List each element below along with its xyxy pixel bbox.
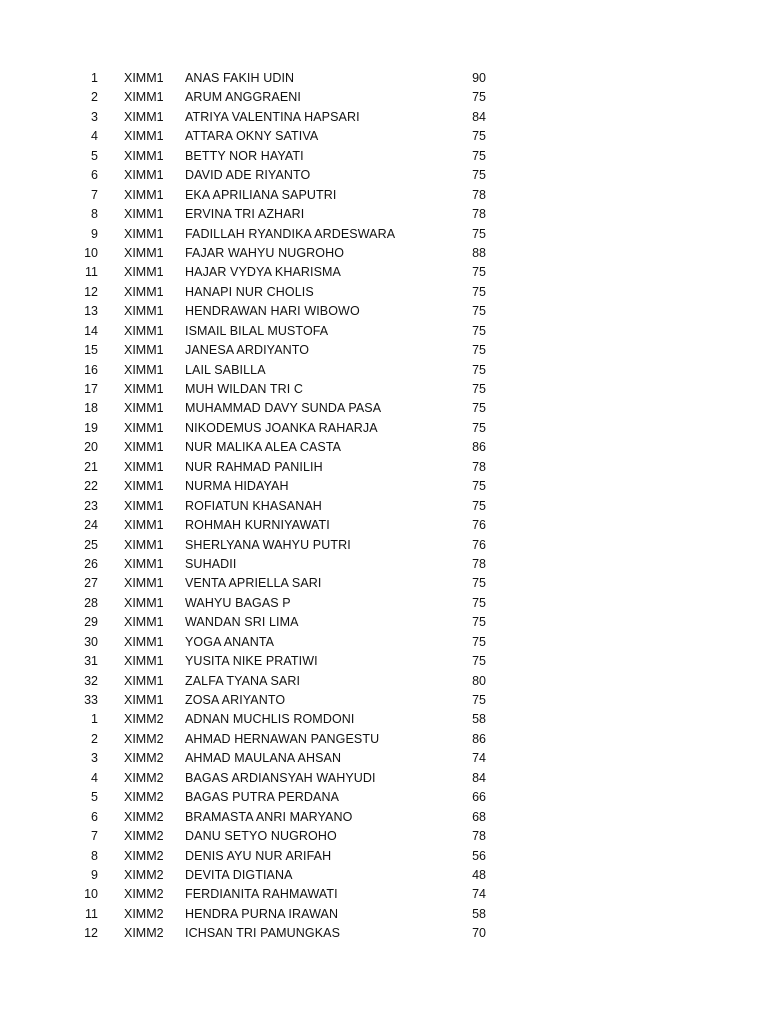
- class-code: XIMM2: [124, 731, 164, 746]
- row-number: 14: [84, 323, 98, 338]
- student-name: ISMAIL BILAL MUSTOFA: [185, 323, 329, 338]
- score-value: 78: [472, 187, 486, 202]
- table-row: [0, 710, 768, 729]
- class-code: XIMM1: [124, 382, 164, 396]
- row-number: 2: [91, 731, 98, 746]
- class-code: XIMM1: [124, 265, 164, 280]
- student-name: HENDRA PURNA IRAWAN: [185, 906, 339, 921]
- row-number: 22: [84, 479, 98, 494]
- student-name: WANDAN SRI LIMA: [185, 615, 299, 630]
- table-row: [0, 885, 768, 904]
- table-row: [0, 574, 768, 593]
- score-value: 75: [472, 382, 486, 396]
- table-row: [0, 127, 768, 146]
- row-number: 9: [91, 867, 98, 882]
- row-number: 10: [84, 245, 98, 260]
- class-code: XIMM1: [124, 479, 164, 494]
- student-score-table: [0, 69, 768, 944]
- table-row: [0, 555, 768, 574]
- score-value: 75: [472, 284, 486, 299]
- score-value: 48: [472, 867, 486, 882]
- row-number: 12: [84, 284, 98, 299]
- student-name: BAGAS PUTRA PERDANA: [185, 790, 340, 805]
- student-name: LAIL SABILLA: [185, 362, 266, 377]
- score-value: 75: [472, 693, 486, 707]
- table-row: [0, 166, 768, 185]
- table-row: [0, 730, 768, 749]
- score-value: 75: [472, 148, 486, 163]
- row-number: 30: [84, 634, 98, 649]
- class-code: XIMM1: [124, 693, 164, 707]
- class-code: XIMM1: [124, 148, 164, 163]
- class-code: XIMM1: [124, 168, 164, 183]
- row-number: 6: [91, 168, 98, 183]
- score-value: 66: [472, 790, 486, 805]
- class-code: XIMM1: [124, 654, 164, 669]
- table-row: [0, 788, 768, 807]
- row-number: 6: [91, 809, 98, 824]
- row-number: 1: [91, 712, 98, 727]
- student-name: ICHSAN TRI PAMUNGKAS: [185, 926, 341, 941]
- table-row: [0, 652, 768, 671]
- table-row: [0, 497, 768, 516]
- score-value: 68: [472, 809, 486, 824]
- class-code: XIMM1: [124, 401, 164, 416]
- table-row: [0, 263, 768, 282]
- score-value: 75: [472, 168, 486, 183]
- table-row: [0, 769, 768, 788]
- score-value: 70: [472, 926, 486, 941]
- student-name: ZALFA TYANA SARI: [185, 673, 301, 688]
- score-value: 76: [472, 537, 486, 552]
- student-name: DEVITA DIGTIANA: [185, 867, 293, 882]
- table-row: [0, 613, 768, 632]
- class-code: XIMM1: [124, 556, 164, 571]
- row-number: 9: [91, 226, 98, 241]
- row-number: 12: [84, 926, 98, 941]
- student-name: ARUM ANGGRAENI: [185, 90, 301, 105]
- student-name: ATRIYA VALENTINA HAPSARI: [185, 109, 360, 124]
- student-name: DAVID ADE RIYANTO: [185, 168, 311, 183]
- student-name: ROFIATUN KHASANAH: [185, 498, 322, 513]
- score-value: 86: [472, 440, 486, 455]
- class-code: XIMM1: [124, 71, 164, 85]
- row-number: 20: [84, 440, 98, 455]
- table-row: [0, 672, 768, 691]
- table-row: [0, 866, 768, 885]
- student-name: HAJAR VYDYA KHARISMA: [185, 265, 341, 280]
- score-value: 75: [472, 595, 486, 610]
- table-row: [0, 477, 768, 496]
- row-number: 16: [84, 362, 98, 377]
- score-value: 74: [472, 887, 486, 902]
- table-row: [0, 458, 768, 477]
- score-value: 75: [472, 343, 486, 358]
- score-value: 84: [472, 770, 486, 785]
- class-code: XIMM1: [124, 304, 164, 319]
- student-name: ERVINA TRI AZHARI: [185, 207, 305, 222]
- score-value: 75: [472, 362, 486, 377]
- row-number: 24: [84, 518, 98, 533]
- table-row: [0, 516, 768, 535]
- row-number: 33: [84, 693, 98, 707]
- row-number: 4: [91, 770, 98, 785]
- score-value: 75: [472, 401, 486, 416]
- class-code: XIMM1: [124, 109, 164, 124]
- score-value: 75: [472, 90, 486, 105]
- score-value: 75: [472, 323, 486, 338]
- table-row: [0, 341, 768, 360]
- class-code: XIMM1: [124, 595, 164, 610]
- class-code: XIMM1: [124, 576, 164, 591]
- student-name: MUHAMMAD DAVY SUNDA PASA: [185, 401, 382, 416]
- table-row: [0, 322, 768, 341]
- student-name: SHERLYANA WAHYU PUTRI: [185, 537, 351, 552]
- class-code: XIMM1: [124, 498, 164, 513]
- row-number: 10: [84, 887, 98, 902]
- student-name: ROHMAH KURNIYAWATI: [185, 518, 330, 533]
- class-code: XIMM1: [124, 187, 164, 202]
- student-name: MUH WILDAN TRI C: [185, 382, 304, 396]
- student-name: JANESA ARDIYANTO: [185, 343, 310, 358]
- student-name: NURMA HIDAYAH: [185, 479, 289, 494]
- row-number: 1: [91, 71, 98, 85]
- score-value: 56: [472, 848, 486, 863]
- score-value: 80: [472, 673, 486, 688]
- student-name: BRAMASTA ANRI MARYANO: [185, 809, 353, 824]
- table-row: [0, 808, 768, 827]
- student-name: ADNAN MUCHLIS ROMDONI: [185, 712, 355, 727]
- table-row: [0, 691, 768, 710]
- class-code: XIMM1: [124, 420, 164, 435]
- score-value: 58: [472, 906, 486, 921]
- score-value: 75: [472, 498, 486, 513]
- score-value: 76: [472, 518, 486, 533]
- student-name: DENIS AYU NUR ARIFAH: [185, 848, 332, 863]
- row-number: 15: [84, 343, 98, 358]
- table-row: [0, 536, 768, 555]
- class-code: XIMM1: [124, 207, 164, 222]
- row-number: 13: [84, 304, 98, 319]
- row-number: 23: [84, 498, 98, 513]
- class-code: XIMM1: [124, 440, 164, 455]
- class-code: XIMM1: [124, 673, 164, 688]
- student-name: YUSITA NIKE PRATIWI: [185, 654, 318, 669]
- score-value: 75: [472, 615, 486, 630]
- row-number: 26: [84, 556, 98, 571]
- row-number: 28: [84, 595, 98, 610]
- student-name: EKA APRILIANA SAPUTRI: [185, 187, 337, 202]
- table-row: [0, 361, 768, 380]
- score-value: 75: [472, 304, 486, 319]
- student-name: ZOSA ARIYANTO: [185, 693, 286, 707]
- class-code: XIMM2: [124, 712, 164, 727]
- score-value: 90: [472, 71, 486, 85]
- row-number: 31: [84, 654, 98, 669]
- class-code: XIMM1: [124, 634, 164, 649]
- class-code: XIMM1: [124, 284, 164, 299]
- table-row: [0, 380, 768, 399]
- score-value: 75: [472, 265, 486, 280]
- class-code: XIMM2: [124, 848, 164, 863]
- table-row: [0, 186, 768, 205]
- row-number: 17: [84, 382, 98, 396]
- score-value: 75: [472, 420, 486, 435]
- class-code: XIMM2: [124, 809, 164, 824]
- score-value: 74: [472, 751, 486, 766]
- class-code: XIMM1: [124, 226, 164, 241]
- student-name: FADILLAH RYANDIKA ARDESWARA: [185, 226, 396, 241]
- class-code: XIMM1: [124, 129, 164, 144]
- score-value: 84: [472, 109, 486, 124]
- row-number: 8: [91, 207, 98, 222]
- row-number: 2: [91, 90, 98, 105]
- score-value: 78: [472, 556, 486, 571]
- table-row: [0, 905, 768, 924]
- class-code: XIMM2: [124, 867, 164, 882]
- student-name: VENTA APRIELLA SARI: [185, 576, 322, 591]
- score-value: 88: [472, 245, 486, 260]
- row-number: 11: [85, 265, 98, 280]
- score-value: 78: [472, 829, 486, 844]
- row-number: 18: [84, 401, 98, 416]
- score-value: 58: [472, 712, 486, 727]
- table-row: [0, 594, 768, 613]
- student-name: AHMAD HERNAWAN PANGESTU: [185, 731, 380, 746]
- student-name: HANAPI NUR CHOLIS: [185, 284, 314, 299]
- student-name: AHMAD MAULANA AHSAN: [185, 751, 342, 766]
- score-value: 86: [472, 731, 486, 746]
- score-value: 75: [472, 576, 486, 591]
- class-code: XIMM2: [124, 926, 164, 941]
- row-number: 4: [91, 129, 98, 144]
- row-number: 3: [91, 109, 98, 124]
- table-row: [0, 283, 768, 302]
- student-name: DANU SETYO NUGROHO: [185, 829, 337, 844]
- row-number: 7: [91, 187, 98, 202]
- score-value: 75: [472, 226, 486, 241]
- class-code: XIMM1: [124, 615, 164, 630]
- table-row: [0, 399, 768, 418]
- student-name: BETTY NOR HAYATI: [185, 148, 304, 163]
- class-code: XIMM1: [124, 537, 164, 552]
- row-number: 8: [91, 848, 98, 863]
- row-number: 3: [91, 751, 98, 766]
- student-name: FAJAR WAHYU NUGROHO: [185, 245, 345, 260]
- table-row: [0, 633, 768, 652]
- table-row: [0, 827, 768, 846]
- table-row: [0, 108, 768, 127]
- row-number: 32: [84, 673, 98, 688]
- table-row: [0, 302, 768, 321]
- score-value: 75: [472, 634, 486, 649]
- row-number: 27: [84, 576, 98, 591]
- class-code: XIMM2: [124, 751, 164, 766]
- row-number: 5: [91, 148, 98, 163]
- row-number: 21: [84, 459, 98, 474]
- row-number: 19: [84, 420, 98, 435]
- student-name: FERDIANITA RAHMAWATI: [185, 887, 338, 902]
- student-name: BAGAS ARDIANSYAH WAHYUDI: [185, 770, 376, 785]
- table-row: [0, 244, 768, 263]
- class-code: XIMM2: [124, 790, 164, 805]
- student-name: YOGA ANANTA: [185, 634, 275, 649]
- student-name: NIKODEMUS JOANKA RAHARJA: [185, 420, 378, 435]
- student-name: ANAS FAKIH UDIN: [185, 71, 295, 85]
- table-row: [0, 225, 768, 244]
- student-name: SUHADII: [185, 556, 237, 571]
- row-number: 29: [84, 615, 98, 630]
- class-code: XIMM1: [124, 518, 164, 533]
- student-name: WAHYU BAGAS P: [185, 595, 291, 610]
- table-row: [0, 69, 768, 88]
- class-code: XIMM1: [124, 459, 164, 474]
- score-value: 75: [472, 129, 486, 144]
- student-name: NUR MALIKA ALEA CASTA: [185, 440, 342, 455]
- class-code: XIMM1: [124, 90, 164, 105]
- row-number: 11: [85, 906, 98, 921]
- class-code: XIMM2: [124, 906, 164, 921]
- table-row: [0, 88, 768, 107]
- score-value: 75: [472, 654, 486, 669]
- class-code: XIMM2: [124, 770, 164, 785]
- student-name: ATTARA OKNY SATIVA: [185, 129, 319, 144]
- score-value: 78: [472, 459, 486, 474]
- row-number: 25: [84, 537, 98, 552]
- class-code: XIMM1: [124, 323, 164, 338]
- class-code: XIMM2: [124, 829, 164, 844]
- student-name: HENDRAWAN HARI WIBOWO: [185, 304, 360, 319]
- row-number: 5: [91, 790, 98, 805]
- table-row: [0, 419, 768, 438]
- class-code: XIMM1: [124, 343, 164, 358]
- score-value: 75: [472, 479, 486, 494]
- class-code: XIMM1: [124, 362, 164, 377]
- table-row: [0, 924, 768, 943]
- student-name: NUR RAHMAD PANILIH: [185, 459, 323, 474]
- class-code: XIMM2: [124, 887, 164, 902]
- table-row: [0, 438, 768, 457]
- table-row: [0, 147, 768, 166]
- class-code: XIMM1: [124, 245, 164, 260]
- table-row: [0, 847, 768, 866]
- table-row: [0, 749, 768, 768]
- row-number: 7: [91, 829, 98, 844]
- table-row: [0, 205, 768, 224]
- score-value: 78: [472, 207, 486, 222]
